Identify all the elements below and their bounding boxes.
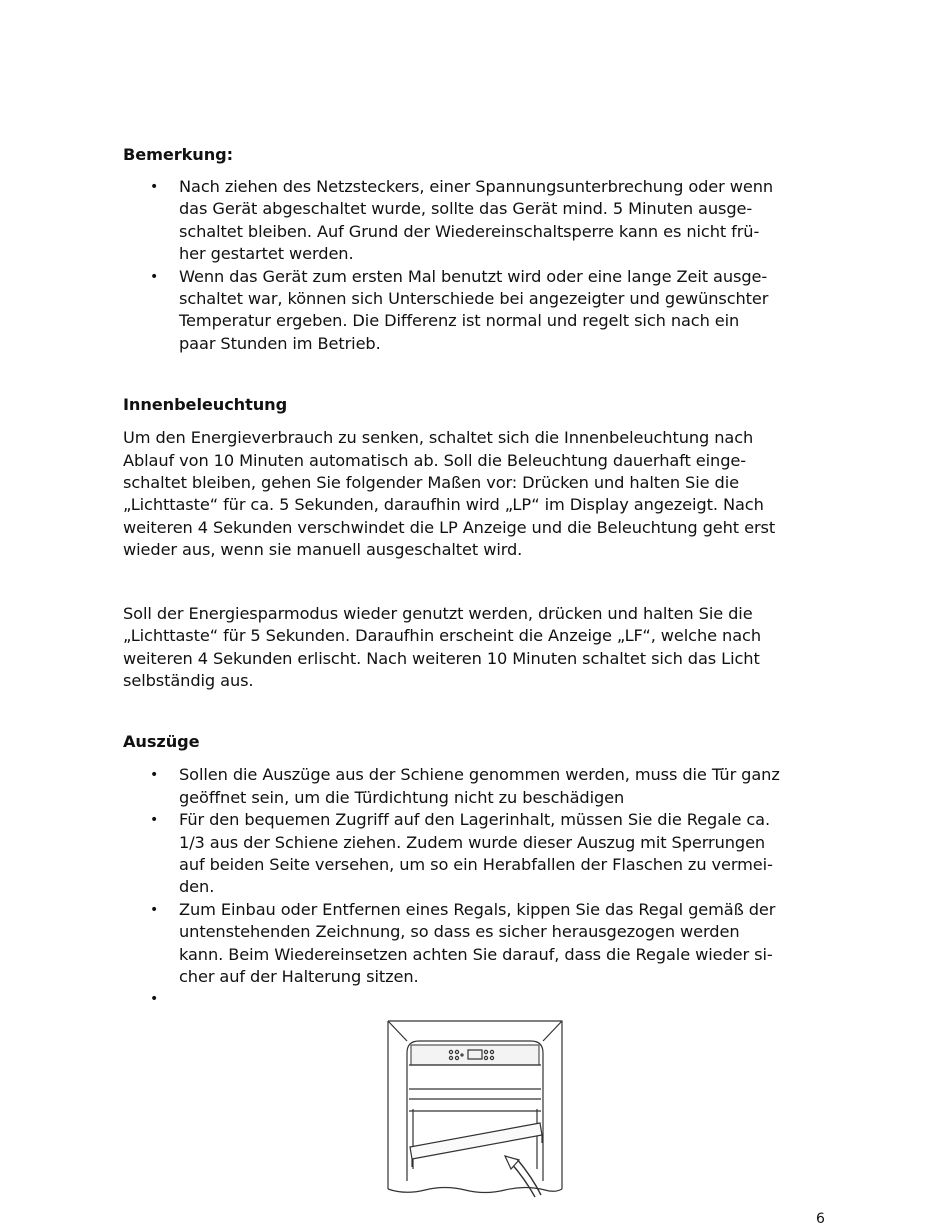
- paragraph-lighting-2: Soll der Energiesparmodus wieder genutzt werden, drücken und halten Sie die „Lichttaste“ für 5 Sekunden. Daraufhin erscheint die Anzeige „LF“, welche nach weiteren 4 Sekunden erlischt. Nach weiteren 10 Minuten schaltet sich das Licht selbständig aus.: [123, 603, 761, 690]
- list-item: [123, 988, 833, 1010]
- list-item: [123, 266, 833, 356]
- bullet-icon: •: [150, 268, 159, 285]
- heading-bemerkung: Bemerkung:: [123, 145, 234, 164]
- bullet-icon: •: [150, 179, 159, 195]
- list-item-text: Für den bequemen Zugriff auf den Lagerinhalt, müssen Sie die Regale ca. 1/3 aus der Schiene ziehen. Zudem wurde dieser Auszug mit Sperrungen auf beiden Seite versehen, um so ein Herabfallen der Flaschen zu vermei- den.: [179, 810, 773, 897]
- list-item-text: Sollen die Auszüge aus der Schiene genommen werden, muss die Tür ganz geöffnet sein, um die Türdichtung nicht zu beschädigen: [179, 765, 780, 807]
- list-item-text: Nach ziehen des Netzsteckers, einer Spannungsunterbrechung oder wenn das Gerät abgeschaltet wurde, sollte das Gerät mind. 5 Minuten ausge- schaltet bleiben. Auf Grund der Wiedereinschaltsperre kann es nicht frü- her gestartet werden.: [179, 177, 774, 264]
- bullet-icon: •: [150, 991, 159, 1008]
- bemerkung-list: [123, 176, 833, 355]
- heading-auszuege: Auszüge: [123, 732, 200, 752]
- bullet-icon: •: [150, 812, 159, 829]
- list-item: [123, 764, 833, 809]
- auszuege-list: [123, 764, 833, 1010]
- list-item-text: [179, 989, 184, 1008]
- bullet-icon: •: [150, 901, 159, 918]
- list-item: [123, 809, 833, 899]
- list-item: [123, 176, 833, 266]
- list-item-text: Zum Einbau oder Entfernen eines Regals, kippen Sie das Regal gemäß der untenstehenden Zeichnung, so dass es sicher herausgezogen werden kann. Beim Wiedereinsetzen achten Sie darauf, dass die Regale wieder si- cher auf der Halterung sitzen.: [179, 899, 776, 986]
- page-content: [123, 144, 833, 1011]
- heading-innenbeleuchtung: Innenbeleuchtung: [123, 395, 288, 415]
- wine-cooler-shelf-illustration-icon: [385, 1019, 565, 1199]
- page-number: 6: [816, 1211, 825, 1227]
- paragraph-lighting-1: Um den Energieverbrauch zu senken, schaltet sich die Innenbeleuchtung nach Ablauf von 10 Minuten automatisch ab. Soll die Beleuchtung dauerhaft einge- schaltet bleiben, gehen Sie folgender Maßen vor: Drücken und halten Sie die „Lichttaste“ für ca. 5 Sekunden, daraufhin wird „LP“ im Display angezeigt. Nach weiteren 4 Sekunden verschwindet die LP Anzeige und die Beleuchtung geht erst wieder aus, wenn sie manuell ausgeschaltet wird.: [123, 428, 776, 560]
- list-item: [123, 899, 833, 989]
- list-item-text: Wenn das Gerät zum ersten Mal benutzt wird oder eine lange Zeit ausge- schaltet war, können sich Unterschiede bei angezeigter und gewünschter Temperatur ergeben. Die Differenz ist normal und regelt sich nach ein paar Stunden im Betrieb.: [179, 266, 769, 353]
- bullet-icon: •: [150, 767, 159, 784]
